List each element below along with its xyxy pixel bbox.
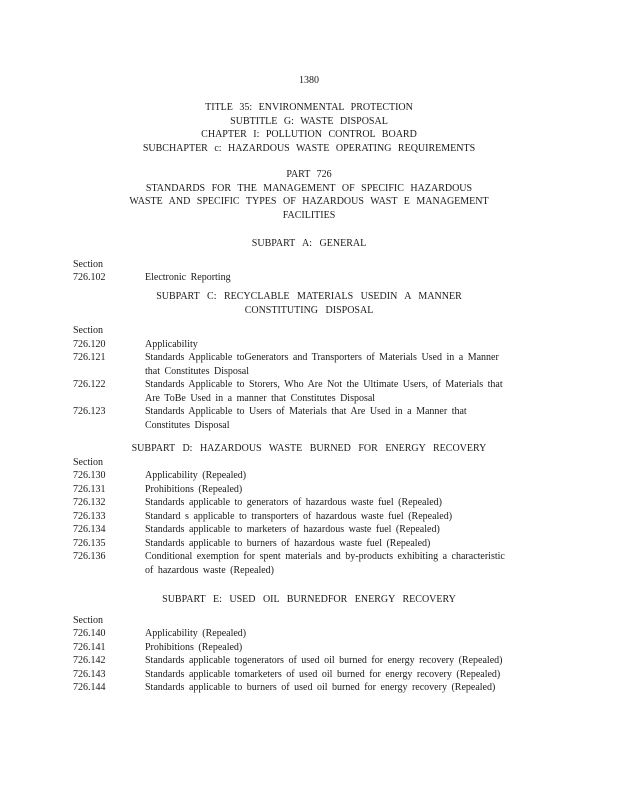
toc-row [0,550,618,577]
section-number: 726.135 [73,537,106,549]
section-number: 726.102 [73,272,106,283]
part-title-line: STANDARDS FOR THE MANAGEMENT OF SPECIFIC HAZARDOUS [145,182,473,194]
section-title: Standards applicable to generators of hazardous waste fuel (Repealed) [145,497,442,508]
toc-row [0,351,618,378]
toc-row [0,641,618,655]
toc-row [0,510,618,524]
section-title: Standards Applicable toGenerators and Transporters of Materials Used in a Manner that Constitutes Disposal [145,352,499,377]
section-title: Prohibitions (Repealed) [145,483,243,495]
subpart-heading: SUBPART A: GENERAL [251,238,367,249]
subtitle-line: SUBTITLE G: WASTE DISPOSAL [230,115,388,127]
section-title: Standards applicable to burners of hazardous waste fuel (Repealed) [145,537,431,549]
toc-row [0,483,618,497]
section-number: 726.133 [73,510,106,522]
section-label: Section [73,614,103,626]
section-number: 726.122 [73,379,106,390]
section-title: Applicability (Repealed) [145,470,247,481]
toc-row [0,405,618,432]
section-number: 726.121 [73,352,106,363]
subpart-a [0,237,618,285]
toc-row [0,668,618,682]
part-number: PART 726 [286,169,332,180]
subpart-c [0,290,618,432]
toc-row [0,654,618,668]
part-title-line: WASTE AND SPECIFIC TYPES OF HAZARDOUS WAST E MANAGEMENT [129,196,489,207]
toc-row [0,271,618,285]
subpart-heading: SUBPART D: HAZARDOUS WASTE BURNED FOR ENERGY RECOVERY [131,443,487,454]
section-title: Standards applicable tomarketers of used oil burned for energy recovery (Repealed) [145,668,501,680]
section-number: 726.134 [73,524,106,535]
toc-row [0,338,618,352]
section-label: Section [73,456,103,468]
section-number: 726.141 [73,641,106,653]
part-header [0,168,618,222]
toc-row [0,523,618,537]
section-title: Standards Applicable to Users of Materials that Are Used in a Manner that Constitutes Disposal [145,406,467,431]
subpart-heading: SUBPART C: RECYCLABLE MATERIALS USEDIN A MANNER [156,291,462,302]
section-label: Section [73,325,103,336]
title-line: TITLE 35: ENVIRONMENTAL PROTECTION [205,102,413,113]
section-title: Standards applicable to burners of used oil burned for energy recovery (Repealed) [145,682,496,693]
toc-row [0,378,618,405]
section-number: 726.142 [73,655,106,666]
section-title: Applicability (Repealed) [145,628,247,639]
section-title: Standards applicable togenerators of used oil burned for energy recovery (Repealed) [145,655,503,666]
title-header [0,101,618,155]
section-label: Section [73,258,103,270]
toc-row [0,469,618,483]
section-number: 726.120 [73,338,106,350]
subpart-d [0,442,618,577]
section-title: Conditional exemption for spent materials and by-products exhibiting a characteristic of hazardous waste (Repealed) [145,551,505,576]
page-number: 1380 [299,75,319,86]
section-title: Prohibitions (Repealed) [145,641,243,653]
section-number: 726.132 [73,497,106,508]
section-number: 726.144 [73,682,106,693]
toc-row [0,537,618,551]
section-number: 726.123 [73,406,106,417]
section-number: 726.140 [73,628,106,639]
section-title: Applicability [145,338,198,350]
subpart-heading: SUBPART E: USED OIL BURNEDFOR ENERGY RECOVERY [162,594,456,605]
section-title: Standards applicable to marketers of hazardous waste fuel (Repealed) [145,524,440,535]
toc-row [0,681,618,695]
section-title: Standards Applicable to Storers, Who Are Not the Ultimate Users, of Materials that Are ToBe Used in a manner that Constitutes Disposal [145,379,503,404]
subpart-heading-continued: CONSTITUTING DISPOSAL [244,304,374,316]
part-title-line: FACILITIES [282,209,336,221]
toc-row [0,496,618,510]
section-title: Standard s applicable to transporters of hazardous waste fuel (Repealed) [145,510,453,522]
section-number: 726.131 [73,483,106,495]
section-number: 726.143 [73,668,106,680]
subchapter-line: SUBCHAPTER c: HAZARDOUS WASTE OPERATING REQUIREMENTS [142,142,476,154]
chapter-line: CHAPTER I: POLLUTION CONTROL BOARD [201,129,417,140]
toc-row [0,627,618,641]
section-number: 726.130 [73,470,106,481]
section-title: Electronic Reporting [145,272,231,283]
section-number: 726.136 [73,551,106,562]
subpart-e [0,593,618,695]
